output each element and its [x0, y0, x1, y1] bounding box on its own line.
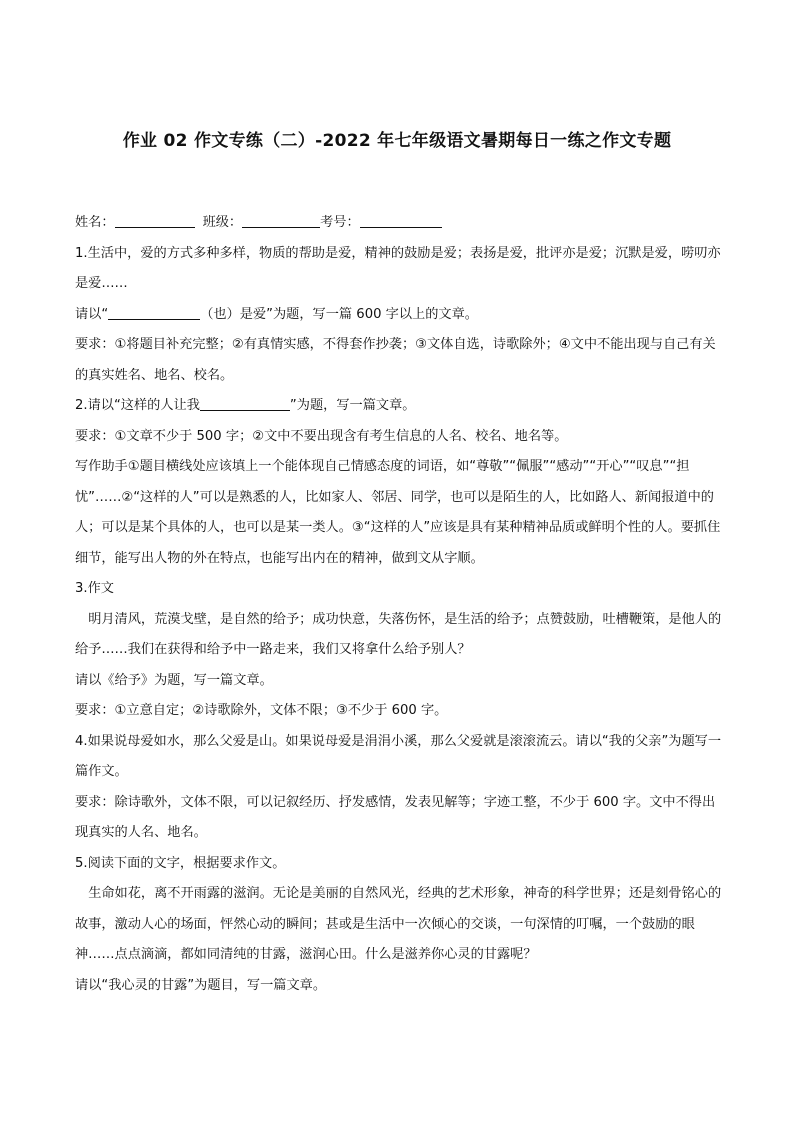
- q2-requirement: 要求：①文章不少于 500 字；②文中不要出现含有考生信息的人名、校名、地名等。: [75, 428, 568, 444]
- q2-prompt: [75, 391, 725, 422]
- q2-writing-helper: 写作助手①题目横线处应该填上一个能体现自己情感态度的词语，如“尊敬”“佩服”“感动”“开心”“叹息”“担忧”……②“这样的人”可以是熟悉的人，比如家人、邻居、同学，也可以是陌生的人，比如路人、新闻报道中的人；可以是某个具体的人，也可以是某一类人。③“这样的人”应该是具有某种精神品质或鲜明个性的人。要抓住细节，能写出人物的外在特点，也能写出内在的精神，做到文从字顺。: [75, 459, 721, 566]
- q1-prompt: [75, 300, 725, 331]
- q1-title-blank: [108, 303, 200, 320]
- q1-prompt-after: （也）是爱”为题，写一篇 600 字以上的文章。: [200, 306, 478, 322]
- q2-title-blank: [200, 394, 290, 411]
- q3-heading: 3.作文: [75, 581, 114, 596]
- q2-prompt-before: 2.请以“这样的人让我: [75, 398, 200, 413]
- q3-prompt: 请以《给予》为题，写一篇文章。: [75, 672, 273, 688]
- class-label: 班级：: [202, 215, 243, 230]
- q4-body: 4.如果说母爱如水，那么父爱是山。如果说母爱是涓涓小溪，那么父爱就是滚滚流云。请以“我的父亲”为题写一篇作文。: [75, 733, 722, 779]
- document-body: [75, 208, 725, 1001]
- name-blank: [115, 211, 195, 228]
- q1-prompt-before: 请以“: [75, 306, 109, 322]
- q5-prompt: 请以“我心灵的甘露”为题目，写一篇文章。: [75, 977, 327, 993]
- q4-requirement: 要求：除诗歌外，文体不限，可以记叙经历、抒发感情，发表见解等；字迹工整，不少于 600 字。文中不得出现真实的人名、地名。: [75, 794, 716, 840]
- q5-heading: 5.阅读下面的文字，根据要求作文。: [75, 855, 286, 871]
- q1-intro: 1.生活中，爱的方式多种多样，物质的帮助是爱，精神的鼓励是爱；表扬是爱，批评亦是爱；沉默是爱，唠叨亦是爱……: [75, 245, 721, 291]
- q3-body: 明月清风，荒漠戈壁，是自然的给予；成功快意，失落伤怀，是生活的给予；点赞鼓励，吐槽鞭策，是他人的给予……我们在获得和给予中一路走来，我们又将拿什么给予别人？: [75, 611, 722, 657]
- q1-requirement: 要求：①将题目补充完整；②有真情实感，不得套作抄袭；③文体自选，诗歌除外；④文中不能出现与自己有关的真实姓名、地名、校名。: [75, 337, 716, 383]
- exam-number-label: 考号：: [320, 215, 360, 230]
- class-blank: [242, 211, 320, 228]
- page-title: 作业 02 作文专练（二）-2022 年七年级语文暑期每日一练之作文专题: [122, 131, 672, 151]
- name-label: 姓名：: [75, 215, 115, 230]
- student-info-line: [75, 208, 725, 239]
- q5-body: 生命如花，离不开雨露的滋润。无论是美丽的自然风光，经典的艺术形象，神奇的科学世界；还是刻骨铭心的故事，激动人心的场面，怦然心动的瞬间；甚或是生活中一次倾心的交谈，一句深情的叮嘱，一个鼓励的眼神……点点滴滴，都如同清纯的甘露，滋润心田。什么是滋养你心灵的甘露呢？: [75, 886, 722, 962]
- q2-prompt-after: ”为题，写一篇文章。: [289, 398, 416, 413]
- exam-number-blank: [360, 211, 442, 228]
- q3-requirement: 要求：①立意自定；②诗歌除外，文体不限；③不少于 600 字。: [75, 703, 448, 718]
